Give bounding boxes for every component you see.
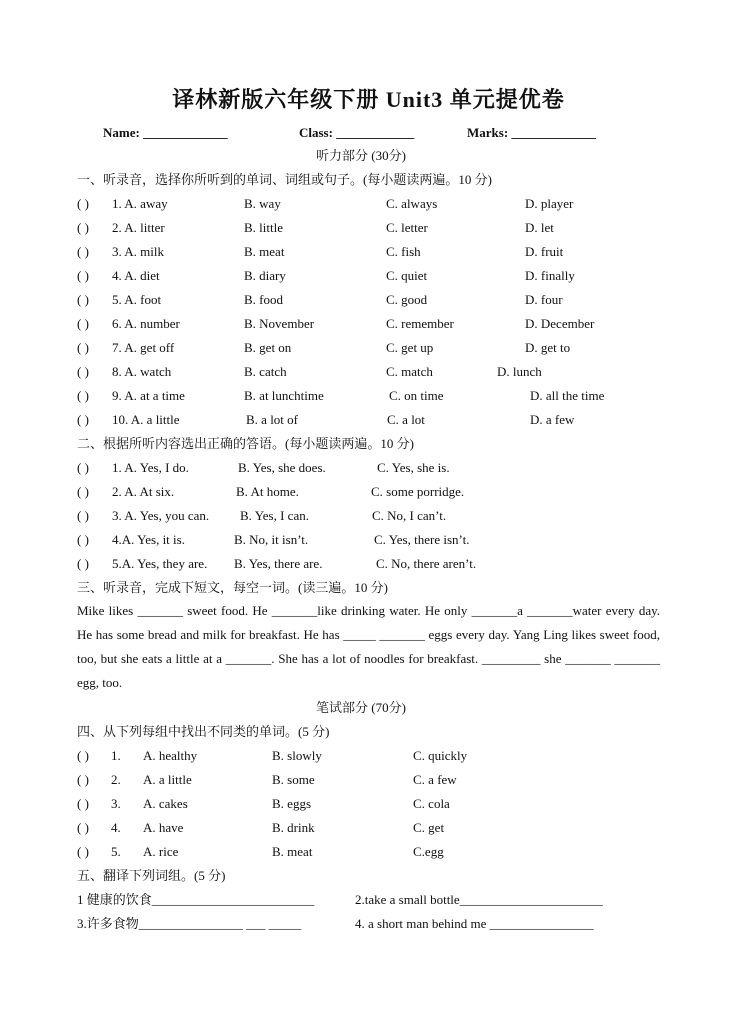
option-b: B. food — [244, 292, 283, 307]
question-number: 3. — [111, 796, 121, 811]
option-c: C. get up — [386, 340, 434, 355]
question-number: 4. — [111, 820, 121, 835]
answer-bracket[interactable]: ( ) — [77, 196, 89, 211]
answer-bracket[interactable]: ( ) — [77, 340, 89, 355]
section-3-heading: 三、听录音，完成下短文，每空一词。(读三遍。10 分) — [77, 580, 388, 595]
answer-bracket[interactable]: ( ) — [77, 268, 89, 283]
option-c: C. Yes, she is. — [377, 460, 450, 475]
name-field: Name: _____________ — [103, 125, 228, 140]
option-a: 10. A. a little — [112, 412, 180, 427]
section-4-heading: 四、从下列每组中找出不同类的单词。(5 分) — [77, 724, 330, 739]
option-d: D. lunch — [497, 364, 542, 379]
option-b: B. meat — [272, 844, 313, 859]
option-c: C. Yes, there isn’t. — [374, 532, 470, 547]
listening-part-title: 听力部分 (30分) — [316, 148, 406, 163]
writing-part-title: 笔试部分 (70分) — [316, 700, 406, 715]
option-b: B. some — [272, 772, 315, 787]
question-number: 5. — [111, 844, 121, 859]
option-c: C. No, I can’t. — [372, 508, 447, 523]
option-a: 9. A. at a time — [112, 388, 185, 403]
option-b: B. Yes, there are. — [234, 556, 323, 571]
option-b: B. way — [244, 196, 281, 211]
option-c: C. No, there aren’t. — [376, 556, 477, 571]
option-b: B. November — [244, 316, 315, 331]
option-c: C. get — [413, 820, 445, 835]
answer-bracket[interactable]: ( ) — [77, 460, 89, 475]
option-c: C. a lot — [387, 412, 425, 427]
option-a: 6. A. number — [112, 316, 180, 331]
option-d: D. get to — [525, 340, 571, 355]
answer-bracket[interactable]: ( ) — [77, 844, 89, 859]
option-b: B. a lot of — [246, 412, 298, 427]
option-b: B. little — [244, 220, 283, 235]
option-a: A. rice — [143, 844, 179, 859]
option-b: B. At home. — [236, 484, 299, 499]
option-b: B. Yes, I can. — [240, 508, 309, 523]
option-c: C. match — [386, 364, 433, 379]
answer-bracket[interactable]: ( ) — [77, 772, 89, 787]
option-c: C. on time — [389, 388, 444, 403]
answer-bracket[interactable]: ( ) — [77, 220, 89, 235]
option-c: C. fish — [386, 244, 421, 259]
option-a: A. cakes — [143, 796, 188, 811]
option-b: B. meat — [244, 244, 285, 259]
option-c: C. quickly — [413, 748, 468, 763]
option-b: B. eggs — [272, 796, 311, 811]
section-5-heading: 五、翻译下列词组。(5 分) — [77, 868, 226, 883]
option-c: C. remember — [386, 316, 454, 331]
option-d: D. finally — [525, 268, 575, 283]
option-a: 8. A. watch — [112, 364, 172, 379]
option-d: D. let — [525, 220, 554, 235]
option-c: C. quiet — [386, 268, 428, 283]
answer-bracket[interactable]: ( ) — [77, 748, 89, 763]
section-1-heading: 一、听录音，选择你所听到的单词、词组或句子。(每小题读两遍。10 分) — [77, 172, 492, 187]
page-title: 译林新版六年级下册 Unit3 单元提优卷 — [172, 87, 565, 112]
option-d: D. all the time — [530, 388, 605, 403]
question-number: 1. — [111, 748, 121, 763]
answer-bracket[interactable]: ( ) — [77, 796, 89, 811]
option-a: 2. A. litter — [112, 220, 165, 235]
option-b: B. get on — [244, 340, 292, 355]
answer-bracket[interactable]: ( ) — [77, 508, 89, 523]
answer-bracket[interactable]: ( ) — [77, 292, 89, 307]
option-d: D. player — [525, 196, 574, 211]
option-a: A. a little — [143, 772, 192, 787]
answer-bracket[interactable]: ( ) — [77, 316, 89, 331]
option-a: 5.A. Yes, they are. — [112, 556, 208, 571]
option-c: C. cola — [413, 796, 450, 811]
option-b: B. Yes, she does. — [238, 460, 326, 475]
option-a: A. healthy — [143, 748, 198, 763]
option-d: D. four — [525, 292, 563, 307]
option-b: B. at lunchtime — [244, 388, 324, 403]
option-c: C. some porridge. — [371, 484, 465, 499]
option-c: C. always — [386, 196, 438, 211]
answer-bracket[interactable]: ( ) — [77, 388, 89, 403]
option-a: 2. A. At six. — [112, 484, 175, 499]
option-b: B. No, it isn’t. — [234, 532, 309, 547]
option-a: 1. A. away — [112, 196, 168, 211]
answer-bracket[interactable]: ( ) — [77, 244, 89, 259]
option-b: B. diary — [244, 268, 286, 283]
option-b: B. slowly — [272, 748, 322, 763]
option-b: B. drink — [272, 820, 315, 835]
option-a: 7. A. get off — [112, 340, 175, 355]
option-d: D. December — [525, 316, 595, 331]
option-c: C. good — [386, 292, 428, 307]
answer-bracket[interactable]: ( ) — [77, 532, 89, 547]
section-2-heading: 二、根据所听内容选出正确的答语。(每小题读两遍。10 分) — [77, 436, 414, 451]
answer-bracket[interactable]: ( ) — [77, 484, 89, 499]
answer-bracket[interactable]: ( ) — [77, 820, 89, 835]
option-d: D. fruit — [525, 244, 564, 259]
marks-field: Marks: _____________ — [467, 125, 596, 140]
option-c: C. letter — [386, 220, 428, 235]
option-c: C. a few — [413, 772, 457, 787]
translation-item: 3.许多食物________________ ___ _____ — [77, 916, 302, 931]
option-a: 3. A. Yes, you can. — [112, 508, 210, 523]
option-a: 5. A. foot — [112, 292, 162, 307]
answer-bracket[interactable]: ( ) — [77, 412, 89, 427]
cloze-passage: Mike likes _______ sweet food. He _______like drinking water. He only _______a _______water every day. He has some bread and milk for breakfast. He has _____ _______ eggs every day. Yang Ling likes sweet food, too, but she eats a little at a _______. She has a lot of noodles for breakfast. _________ she _______ _______ egg, too. — [77, 603, 660, 690]
answer-bracket[interactable]: ( ) — [77, 364, 89, 379]
option-a: 4. A. diet — [112, 268, 160, 283]
option-c: C.egg — [413, 844, 444, 859]
option-a: 3. A. milk — [112, 244, 165, 259]
option-a: 4.A. Yes, it is. — [112, 532, 185, 547]
translation-item: 1 健康的饮食_________________________ — [77, 892, 315, 907]
translation-item: 4. a short man behind me ________________ — [355, 916, 594, 931]
class-field: Class: ____________ — [299, 125, 415, 140]
option-b: B. catch — [244, 364, 287, 379]
translation-item: 2.take a small bottle______________________ — [355, 892, 603, 907]
option-a: A. have — [143, 820, 184, 835]
answer-bracket[interactable]: ( ) — [77, 556, 89, 571]
option-d: D. a few — [530, 412, 575, 427]
option-a: 1. A. Yes, I do. — [112, 460, 189, 475]
question-number: 2. — [111, 772, 121, 787]
